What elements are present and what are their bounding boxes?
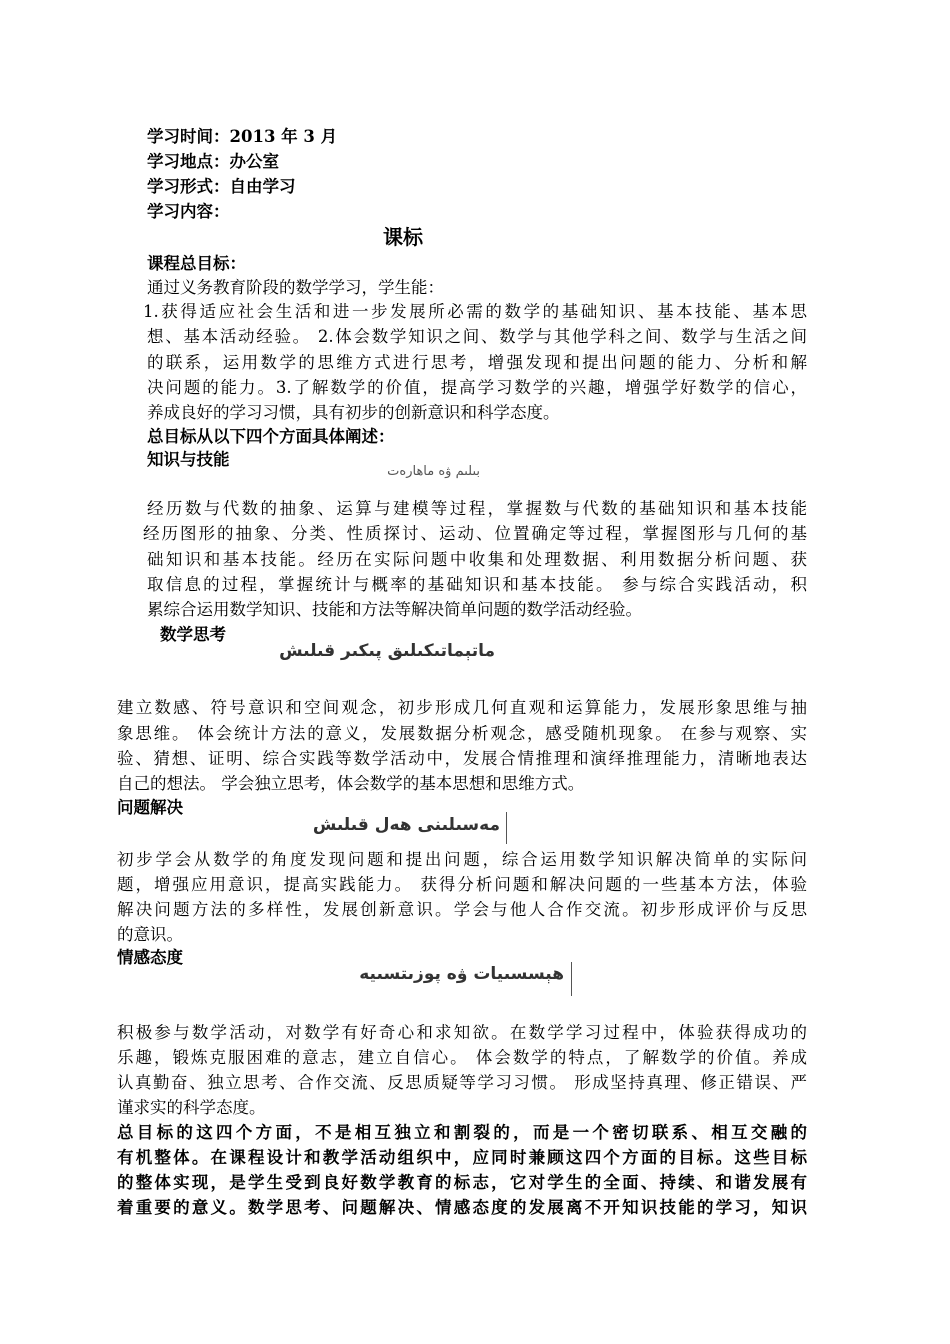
uyghur-heading-problem: مەسىلىنى ھەل قىلىش: [312, 815, 500, 835]
problem-line: 解决问题方法的多样性，发展创新意识。学会与他人合作交流。初步形成评价与反思: [117, 900, 807, 919]
knowledge-line: 取信息的过程，掌握统计与概率的基础知识和基本技能。 参与综合实践活动，积: [147, 575, 807, 594]
study-place: 学习地点：办公室: [147, 152, 279, 171]
goal-line: 想、基本活动经验。 2.体会数学知识之间、数学与其他学科之间、数学与生活之间: [147, 327, 807, 346]
emotion-line: 谨求实的科学态度。: [117, 1098, 266, 1117]
knowledge-line: 经历数与代数的抽象、运算与建模等过程，掌握数与代数的基础知识和基本技能: [147, 499, 807, 518]
section-heading-thinking: 数学思考: [160, 625, 226, 644]
summary-line: 着重要的意义。数学思考、问题解决、情感态度的发展离不开知识技能的学习，知识: [117, 1198, 807, 1217]
thinking-line: 象思维。 体会统计方法的意义，发展数据分析观念，感受随机现象。 在参与观察、实: [117, 724, 807, 743]
section-heading-problem: 问题解决: [117, 798, 183, 817]
summary-line: 总目标的这四个方面，不是相互独立和割裂的，而是一个密切联系、相互交融的: [117, 1123, 807, 1142]
knowledge-line: 累综合运用数学知识、技能和方法等解决简单问题的数学活动经验。: [147, 600, 642, 619]
thinking-line: 验、猜想、证明、综合实践等数学活动中，发展合情推理和演绎推理能力，清晰地表达: [117, 749, 807, 768]
knowledge-line: 础知识和基本技能。经历在实际问题中收集和处理数据、利用数据分析问题、获: [147, 550, 807, 569]
thinking-line: 自己的想法。 学会独立思考，体会数学的基本思想和思维方式。: [117, 774, 585, 793]
study-form: 学习形式：自由学习: [147, 177, 296, 196]
problem-line: 题，增强应用意识，提高实践能力。 获得分析问题和解决问题的一些基本方法，体验: [117, 875, 807, 894]
goal-line: 决问题的能力。3.了解数学的价值，提高学习数学的兴趣，增强学好数学的信心，: [147, 378, 807, 397]
problem-line: 的意识。: [117, 925, 183, 944]
emotion-line: 乐趣，锻炼克服困难的意志，建立自信心。 体会数学的特点，了解数学的价值。养成: [117, 1048, 807, 1067]
goal-line: 1.获得适应社会生活和进一步发展所必需的数学的基础知识、基本技能、基本思: [143, 302, 807, 321]
text-cursor-bar: [506, 812, 507, 844]
goal-heading: 课程总目标：: [147, 254, 246, 273]
summary-line: 有机整体。在课程设计和教学活动组织中，应同时兼顾这四个方面的目标。这些目标: [117, 1148, 807, 1167]
section-heading-emotion: 情感态度: [117, 948, 183, 967]
goal-line: 养成良好的学习习惯，具有初步的创新意识和科学态度。: [147, 403, 560, 422]
uyghur-heading-knowledge: بىلىم ۋە ماھارەت: [387, 464, 480, 479]
uyghur-heading-thinking: ماتېماتىكىلىق پىكىر قىلىش: [279, 641, 495, 661]
study-content: 学习内容：: [147, 202, 230, 221]
thinking-line: 建立数感、符号意识和空间观念，初步形成几何直观和运算能力，发展形象思维与抽: [117, 698, 807, 717]
study-time: 学习时间：2013 年 3 月: [147, 127, 338, 146]
emotion-line: 认真勤奋、独立思考、合作交流、反思质疑等学习习惯。 形成坚持真理、修正错误、严: [117, 1073, 807, 1092]
summary-line: 的整体实现，是学生受到良好数学教育的标志，它对学生的全面、持续、和谐发展有: [117, 1173, 807, 1192]
emotion-line: 积极参与数学活动，对数学有好奇心和求知欲。在数学学习过程中，体验获得成功的: [117, 1023, 807, 1042]
text-cursor-bar: [571, 962, 572, 996]
four-aspects-heading: 总目标从以下四个方面具体阐述：: [147, 427, 395, 446]
section-heading-knowledge: 知识与技能: [147, 450, 230, 469]
uyghur-heading-emotion: ھېسسىيات ۋە پوزىتسىيە: [359, 964, 564, 984]
goal-intro: 通过义务教育阶段的数学学习，学生能：: [147, 278, 444, 297]
knowledge-line: 经历图形的抽象、分类、性质探讨、运动、位置确定等过程，掌握图形与几何的基: [143, 524, 807, 543]
goal-line: 的联系，运用数学的思维方式进行思考，增强发现和提出问题的能力、分析和解: [147, 353, 807, 372]
problem-line: 初步学会从数学的角度发现问题和提出问题，综合运用数学知识解决简单的实际问: [117, 850, 807, 869]
page-title: 课标: [383, 225, 423, 249]
